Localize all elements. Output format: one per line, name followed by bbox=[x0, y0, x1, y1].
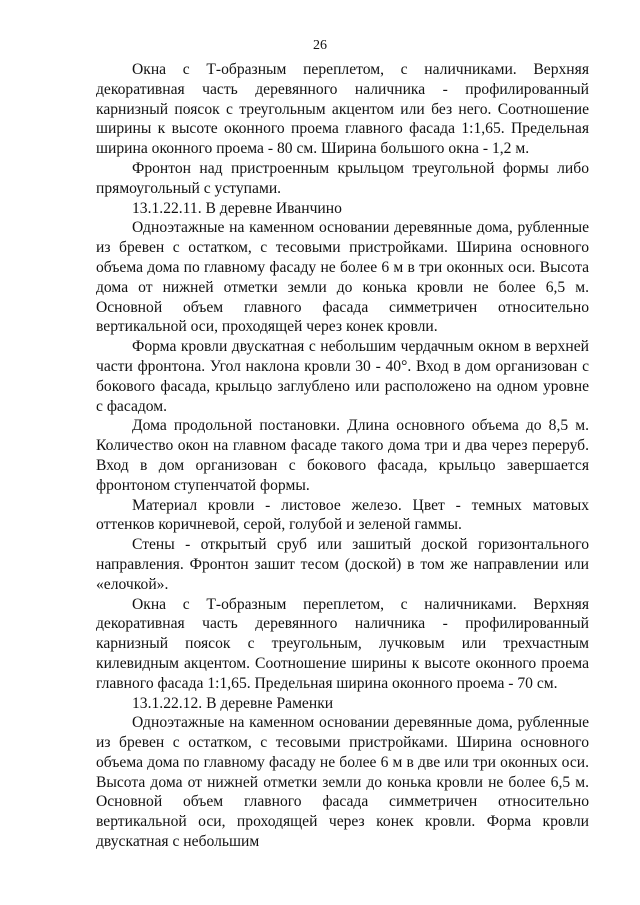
paragraph-windows-t-frame-2: Окна с Т-образным переплетом, с наличниками. Верхняя декоративная часть деревянного наличника - профилированный карнизный поясок с треугольным, лучковым или трехчастным килевидным акцентом. Соотношение ширины к высоте оконного проема главного фасада 1:1,65. Предельная ширина оконного проема - 70 см. bbox=[96, 595, 589, 692]
paragraph-longitudinal-houses: Дома продольной постановки. Длина основного объема до 8,5 м. Количество окон на главном фасаде такого дома три и два через переруб. Вход в дом организован с бокового фасада, крыльцо завершается фронтоном ступенчатой формы. bbox=[96, 417, 589, 494]
section-heading-ramenki: 13.1.22.12. В деревне Раменки bbox=[132, 694, 334, 712]
paragraph-walls: Стены - открытый сруб или зашитый доской горизонтального направления. Фронтон зашит тесом (доской) в том же направлении или «елочкой». bbox=[96, 536, 589, 593]
document-body bbox=[96, 60, 589, 852]
paragraph-roof-material: Материал кровли - листовое железо. Цвет - темных матовых оттенков коричневой, серой, голубой и зеленой гаммы. bbox=[96, 496, 589, 534]
paragraph-windows-t-frame-1: Окна с Т-образным переплетом, с наличниками. Верхняя декоративная часть деревянного наличника - профилированный карнизный поясок с треугольным акцентом или без него. Соотношение ширины к высоте оконного проема главного фасада 1:1,65. Предельная ширина оконного проема - 80 см. Ширина большого окна - 1,2 м. bbox=[96, 61, 589, 158]
page-number: 26 bbox=[313, 38, 327, 53]
paragraph-ramenki-houses: Одноэтажные на каменном основании деревянные дома, рубленные из бревен с остатком, с тесовыми пристройками. Ширина основного объема дома по главному фасаду не более 6 м в две или три оконных оси. Высота дома от нижней отметки земли до конька кровли не более 6,5 м. Основной объем главного фасада симметричен относительно вертикальной оси, проходящей через конек кровли. Форма кровли двускатная с небольшим bbox=[96, 714, 589, 851]
paragraph-ivanchino-houses: Одноэтажные на каменном основании деревянные дома, рубленные из бревен с остатком, с тесовыми пристройками. Ширина основного объема дома по главному фасаду не более 6 м в три оконных оси. Высота дома от нижней отметки земли до конька кровли не более 6,5 м. Основной объем главного фасада симметричен относительно вертикальной оси, проходящей через конек кровли. bbox=[96, 219, 589, 336]
paragraph-roof-shape: Форма кровли двускатная с небольшим чердачным окном в верхней части фронтона. Угол наклона кровли 30 - 40°. Вход в дом организован с бокового фасада, крыльцо заглублено или расположено на одном уровне с фасадом. bbox=[96, 338, 589, 415]
section-heading-ivanchino: 13.1.22.11. В деревне Иванчино bbox=[132, 199, 342, 217]
paragraph-porch-gable: Фронтон над пристроенным крыльцом треугольной формы либо прямоугольный с уступами. bbox=[96, 159, 589, 197]
